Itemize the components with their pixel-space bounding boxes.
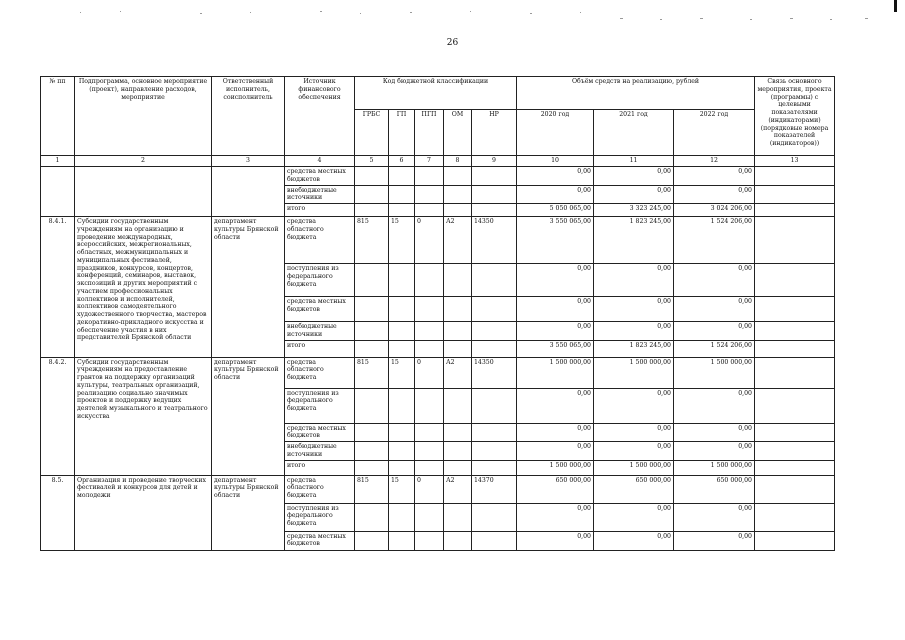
code-cell [444, 322, 472, 341]
value-2022: 1 524 206,00 [674, 217, 755, 264]
value-2022: 0,00 [674, 322, 755, 341]
link-cell [755, 167, 835, 186]
value-2020: 0,00 [517, 442, 594, 461]
code-cell [472, 388, 517, 423]
code-cell [389, 442, 415, 461]
code-cell [389, 423, 415, 442]
code-cell [444, 204, 472, 217]
cont-num-cell [41, 167, 75, 217]
nr-cell: 14350 [472, 217, 517, 264]
grbs-cell: 815 [355, 357, 389, 388]
code-cell [415, 185, 444, 204]
link-cell [755, 340, 835, 357]
pgp-cell: 0 [415, 357, 444, 388]
value-2022: 0,00 [674, 531, 755, 550]
code-cell [415, 503, 444, 531]
code-cell [472, 340, 517, 357]
code-cell [355, 167, 389, 186]
code-cell [355, 460, 389, 475]
code-cell [415, 322, 444, 341]
value-2022: 650 000,00 [674, 475, 755, 503]
cont-exec-cell [212, 167, 285, 217]
value-2020: 0,00 [517, 264, 594, 297]
value-2020: 0,00 [517, 167, 594, 186]
value-2022: 3 024 206,00 [674, 204, 755, 217]
link-cell [755, 423, 835, 442]
code-cell [389, 297, 415, 322]
gp-cell: 15 [389, 475, 415, 503]
value-2020: 5 050 065,00 [517, 204, 594, 217]
value-2020: 1 500 000,00 [517, 460, 594, 475]
code-cell [444, 340, 472, 357]
pgp-cell: 0 [415, 475, 444, 503]
header-row-1 [41, 77, 835, 110]
table-row [41, 357, 835, 388]
nr-cell: 14370 [472, 475, 517, 503]
code-cell [415, 388, 444, 423]
value-2022: 0,00 [674, 185, 755, 204]
value-2020: 3 550 065,00 [517, 340, 594, 357]
code-cell [389, 185, 415, 204]
value-2021: 3 323 245,00 [594, 204, 674, 217]
om-cell: А2 [444, 357, 472, 388]
value-2021: 0,00 [594, 503, 674, 531]
header-program: Подпрограмма, основное мероприятие (проект), направление расходов, мероприятие [75, 77, 212, 156]
om-cell: А2 [444, 217, 472, 264]
value-2020: 0,00 [517, 531, 594, 550]
nr-cell: 14350 [472, 357, 517, 388]
source-cell: итого [285, 340, 355, 357]
value-2022: 0,00 [674, 297, 755, 322]
value-2020: 1 500 000,00 [517, 357, 594, 388]
value-2021: 0,00 [594, 322, 674, 341]
source-cell: средства областного бюджета [285, 217, 355, 264]
item-number: 8.4.1. [41, 217, 75, 358]
source-cell: средства местных бюджетов [285, 297, 355, 322]
header-om: ОМ [444, 110, 472, 156]
code-cell [415, 442, 444, 461]
code-cell [355, 531, 389, 550]
value-2021: 0,00 [594, 167, 674, 186]
table-row [41, 217, 835, 264]
code-cell [472, 460, 517, 475]
code-cell [389, 322, 415, 341]
cont-title-cell [75, 167, 212, 217]
header-pgp: ПГП [415, 110, 444, 156]
column-number: 2 [75, 156, 212, 167]
code-cell [389, 264, 415, 297]
code-cell [355, 503, 389, 531]
code-cell [415, 340, 444, 357]
header-executor: Ответственный исполнитель, соисполнитель [212, 77, 285, 156]
grbs-cell: 815 [355, 475, 389, 503]
value-2020: 0,00 [517, 388, 594, 423]
item-executor: департамент культуры Брянской области [212, 475, 285, 550]
source-cell: средства местных бюджетов [285, 531, 355, 550]
column-number: 1 [41, 156, 75, 167]
code-cell [444, 388, 472, 423]
column-number: 12 [674, 156, 755, 167]
value-2022: 0,00 [674, 388, 755, 423]
table-row [41, 167, 835, 186]
gp-cell: 15 [389, 217, 415, 264]
value-2022: 0,00 [674, 442, 755, 461]
code-cell [355, 204, 389, 217]
source-cell: внебюджетные источники [285, 442, 355, 461]
code-cell [472, 322, 517, 341]
value-2021: 650 000,00 [594, 475, 674, 503]
item-title: Субсидии государственным учреждениям на предоставление грантов на поддержку организаций культуры, театральных организаций, реализацию социально значимых проектов и поддержку ведущих деятелей музыкального и театрального искусства [75, 357, 212, 475]
value-2022: 0,00 [674, 264, 755, 297]
code-cell [472, 264, 517, 297]
scan-edge-mark [894, 0, 897, 12]
column-number: 9 [472, 156, 517, 167]
budget-table [40, 76, 835, 551]
link-cell [755, 297, 835, 322]
column-number: 13 [755, 156, 835, 167]
code-cell [389, 460, 415, 475]
code-cell [355, 322, 389, 341]
code-cell [389, 503, 415, 531]
value-2021: 1 823 245,00 [594, 340, 674, 357]
column-number: 8 [444, 156, 472, 167]
code-cell [472, 503, 517, 531]
header-budget-code: Код бюджетной классификации [355, 77, 517, 110]
source-cell: средства местных бюджетов [285, 167, 355, 186]
header-source: Источник финансового обеспечения [285, 77, 355, 156]
code-cell [355, 442, 389, 461]
link-cell [755, 204, 835, 217]
code-cell [389, 204, 415, 217]
column-number: 6 [389, 156, 415, 167]
header-link: Связь основного мероприятия, проекта (программы) с целевыми показателями (индикаторами) (порядковые номера показателей (индикаторов)) [755, 77, 835, 156]
header-num: № пп [41, 77, 75, 156]
link-cell [755, 217, 835, 264]
column-number-row [41, 156, 835, 167]
code-cell [389, 388, 415, 423]
code-cell [472, 297, 517, 322]
link-cell [755, 460, 835, 475]
code-cell [415, 297, 444, 322]
link-cell [755, 531, 835, 550]
value-2022: 1 524 206,00 [674, 340, 755, 357]
value-2021: 0,00 [594, 297, 674, 322]
link-cell [755, 442, 835, 461]
link-cell [755, 503, 835, 531]
source-cell: поступления из федерального бюджета [285, 503, 355, 531]
link-cell [755, 185, 835, 204]
source-cell: поступления из федерального бюджета [285, 264, 355, 297]
code-cell [415, 423, 444, 442]
link-cell [755, 475, 835, 503]
link-cell [755, 357, 835, 388]
column-number: 7 [415, 156, 444, 167]
code-cell [389, 531, 415, 550]
value-2021: 0,00 [594, 264, 674, 297]
code-cell [472, 442, 517, 461]
code-cell [415, 460, 444, 475]
code-cell [444, 503, 472, 531]
table-row [41, 475, 835, 503]
code-cell [415, 204, 444, 217]
header-gp: ГП [389, 110, 415, 156]
column-number: 10 [517, 156, 594, 167]
pgp-cell: 0 [415, 217, 444, 264]
source-cell: внебюджетные источники [285, 322, 355, 341]
code-cell [355, 340, 389, 357]
source-cell: средства областного бюджета [285, 475, 355, 503]
value-2021: 0,00 [594, 388, 674, 423]
value-2022: 0,00 [674, 503, 755, 531]
code-cell [444, 297, 472, 322]
header-nr: НР [472, 110, 517, 156]
column-number: 5 [355, 156, 389, 167]
value-2021: 0,00 [594, 442, 674, 461]
code-cell [389, 167, 415, 186]
code-cell [415, 264, 444, 297]
code-cell [444, 442, 472, 461]
link-cell [755, 264, 835, 297]
link-cell [755, 322, 835, 341]
value-2021: 0,00 [594, 531, 674, 550]
item-executor: департамент культуры Брянской области [212, 357, 285, 475]
value-2020: 0,00 [517, 322, 594, 341]
source-cell: внебюджетные источники [285, 185, 355, 204]
code-cell [444, 531, 472, 550]
item-title: Субсидии государственным учреждениям на организацию и проведение международных, всероссийских, межрегиональных, областных, межмуниципальных и муниципальных фестивалей, праздников, конкурсов, концертов, конференций, семинаров, выставок, экспозиций и других мероприятий с участием профессиональных коллективов и исполнителей, коллективов самодеятельного художественного творчества, мастеров декоративно-прикладного искусства и обеспечение участия в них представителей Брянской области [75, 217, 212, 358]
value-2020: 0,00 [517, 185, 594, 204]
value-2022: 1 500 000,00 [674, 460, 755, 475]
header-grbs: ГРБС [355, 110, 389, 156]
value-2022: 0,00 [674, 423, 755, 442]
code-cell [472, 423, 517, 442]
om-cell: А2 [444, 475, 472, 503]
link-cell [755, 388, 835, 423]
page-number: 26 [446, 38, 459, 48]
code-cell [472, 167, 517, 186]
grbs-cell: 815 [355, 217, 389, 264]
code-cell [444, 185, 472, 204]
value-2020: 0,00 [517, 297, 594, 322]
value-2020: 650 000,00 [517, 475, 594, 503]
code-cell [472, 204, 517, 217]
code-cell [415, 167, 444, 186]
source-cell: итого [285, 460, 355, 475]
scan-noise [60, 8, 890, 22]
header-volume: Объём средств на реализацию, рублей [517, 77, 755, 110]
code-cell [472, 531, 517, 550]
item-number: 8.5. [41, 475, 75, 550]
code-cell [355, 264, 389, 297]
item-executor: департамент культуры Брянской области [212, 217, 285, 358]
value-2020: 3 550 065,00 [517, 217, 594, 264]
code-cell [444, 460, 472, 475]
code-cell [355, 423, 389, 442]
header-2020: 2020 год [517, 110, 594, 156]
value-2020: 0,00 [517, 503, 594, 531]
item-title: Организация и проведение творческих фестивалей и конкурсов для детей и молодежи [75, 475, 212, 550]
code-cell [355, 185, 389, 204]
code-cell [389, 340, 415, 357]
value-2021: 1 500 000,00 [594, 357, 674, 388]
value-2021: 1 500 000,00 [594, 460, 674, 475]
code-cell [472, 185, 517, 204]
code-cell [444, 423, 472, 442]
code-cell [415, 531, 444, 550]
source-cell: средства областного бюджета [285, 357, 355, 388]
value-2021: 1 823 245,00 [594, 217, 674, 264]
item-number: 8.4.2. [41, 357, 75, 475]
code-cell [444, 264, 472, 297]
column-number: 4 [285, 156, 355, 167]
column-number: 3 [212, 156, 285, 167]
code-cell [355, 297, 389, 322]
source-cell: итого [285, 204, 355, 217]
header-2021: 2021 год [594, 110, 674, 156]
gp-cell: 15 [389, 357, 415, 388]
value-2022: 0,00 [674, 167, 755, 186]
column-number: 11 [594, 156, 674, 167]
source-cell: поступления из федерального бюджета [285, 388, 355, 423]
value-2021: 0,00 [594, 423, 674, 442]
code-cell [355, 388, 389, 423]
source-cell: средства местных бюджетов [285, 423, 355, 442]
header-2022: 2022 год [674, 110, 755, 156]
value-2020: 0,00 [517, 423, 594, 442]
value-2022: 1 500 000,00 [674, 357, 755, 388]
code-cell [444, 167, 472, 186]
value-2021: 0,00 [594, 185, 674, 204]
